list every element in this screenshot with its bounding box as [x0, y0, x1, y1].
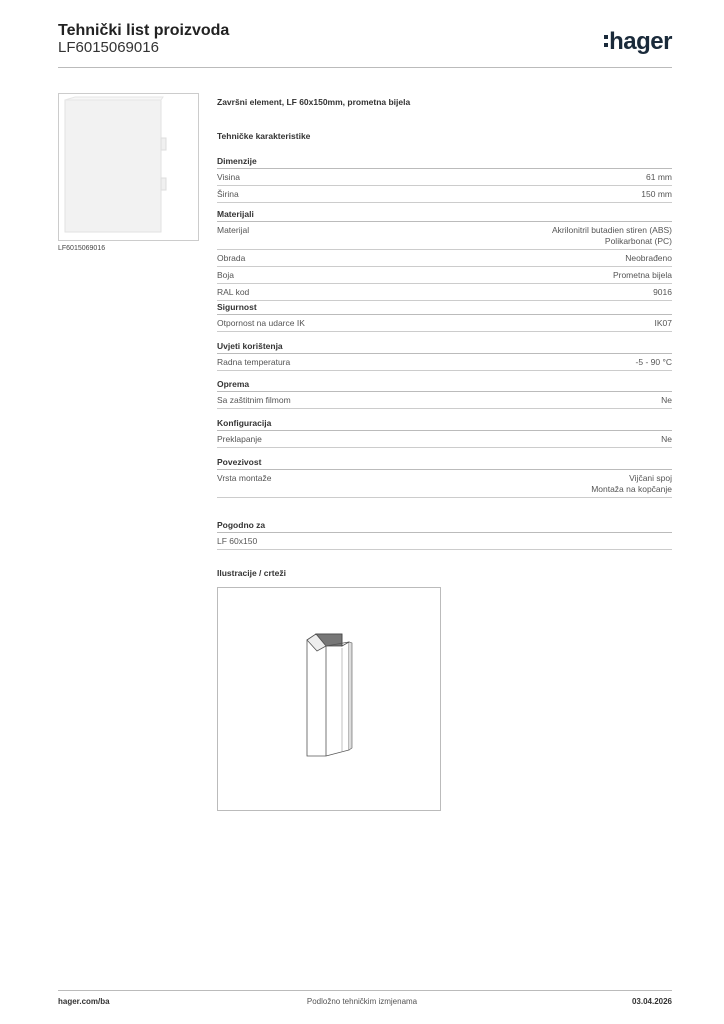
section-konfiguracija [217, 418, 672, 448]
spec-row: Materijal Akrilonitril butadien stiren (ABS) Polikarbonat (PC) [217, 222, 672, 250]
spec-row: Radna temperatura -5 - 90 °C [217, 354, 672, 371]
footer-disclaimer: Podložno tehničkim izmjenama [306, 997, 418, 1006]
header-divider [58, 67, 672, 68]
footer-divider [58, 990, 672, 991]
section-title: Sigurnost [217, 302, 672, 315]
spec-row: Otpornost na udarce IK IK07 [217, 315, 672, 332]
section-uvjeti [217, 341, 672, 371]
footer-website[interactable]: hager.com/ba [58, 997, 110, 1006]
section-pogodno [217, 520, 672, 550]
spec-row: LF 60x150 [217, 533, 672, 550]
section-title: Materijali [217, 209, 672, 222]
spec-row: RAL kod 9016 [217, 284, 672, 301]
hager-logo: hager [604, 28, 672, 56]
section-title: Dimenzije [217, 156, 672, 169]
page-title: Tehnički list proizvoda [58, 22, 230, 39]
illustrations-heading: Ilustracije / crteži [217, 568, 286, 578]
product-title: Završni element, LF 60x150mm, prometna bijela [217, 97, 411, 107]
spec-row: Preklapanje Ne [217, 431, 672, 448]
section-title: Oprema [217, 379, 672, 392]
section-title: Uvjeti korištenja [217, 341, 672, 354]
illustration-drawing [217, 587, 441, 811]
section-dimenzije [217, 156, 672, 203]
thumbnail-caption: LF6015069016 [58, 245, 106, 252]
product-code: LF6015069016 [58, 39, 159, 56]
spec-row: Vrsta montaže Vijčani spoj Montaža na kopčanje [217, 470, 672, 498]
spec-row: Sa zaštitnim filmom Ne [217, 392, 672, 409]
section-povezivost [217, 457, 672, 498]
section-title: Pogodno za [217, 520, 672, 533]
spec-row: Obrada Neobrađeno [217, 250, 672, 267]
spec-row: Boja Prometna bijela [217, 267, 672, 284]
product-thumbnail [58, 93, 199, 241]
section-sigurnost [217, 302, 672, 332]
logo-dots-icon [604, 34, 608, 48]
footer-date: 03.04.2026 [631, 997, 672, 1006]
section-title: Povezivost [217, 457, 672, 470]
spec-row: Širina 150 mm [217, 186, 672, 203]
tech-specs-heading: Tehničke karakteristike [217, 131, 311, 141]
section-title: Konfiguracija [217, 418, 672, 431]
section-materijali [217, 209, 672, 301]
section-oprema [217, 379, 672, 409]
spec-row: Visina 61 mm [217, 169, 672, 186]
